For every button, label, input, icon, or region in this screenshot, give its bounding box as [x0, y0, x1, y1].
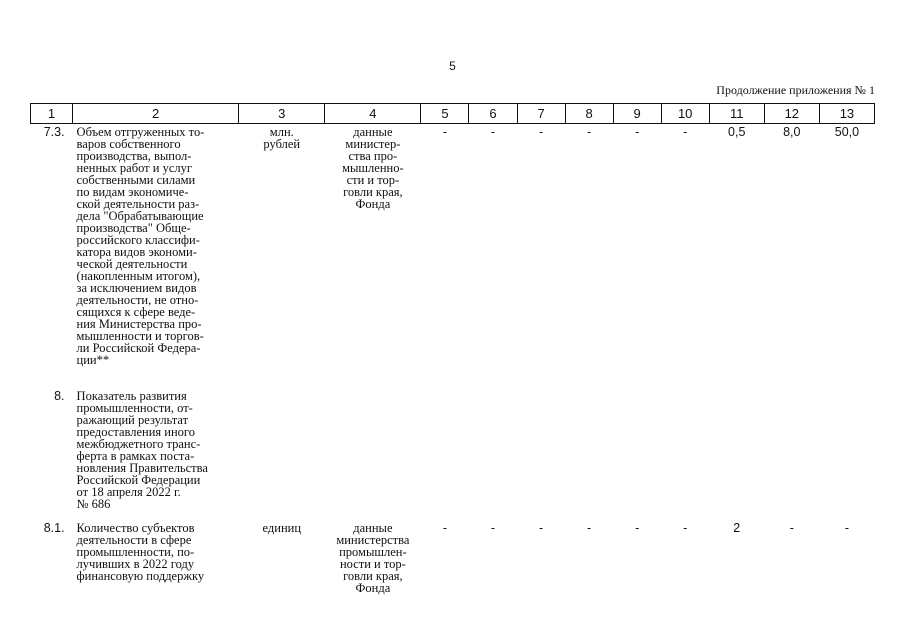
- row-number: 8.: [54, 389, 65, 403]
- continuation-label: Продолжение приложения № 1: [716, 83, 875, 97]
- column-header: 2: [73, 104, 239, 124]
- value-cell: [764, 388, 819, 520]
- value-cell: -: [683, 521, 688, 535]
- unit-of-measure: [239, 388, 325, 520]
- row-number: 7.3.: [43, 125, 65, 139]
- value-cell: -: [538, 521, 544, 535]
- value-cell: 0,5: [728, 125, 746, 139]
- column-header: 9: [613, 104, 661, 124]
- column-header: 8: [565, 104, 613, 124]
- unit-of-measure: млн. рублей: [263, 125, 301, 151]
- column-header: 7: [517, 104, 565, 124]
- value-cell: 50,0: [834, 125, 860, 139]
- column-header: 1: [31, 104, 73, 124]
- value-cell: [421, 388, 469, 520]
- column-header: 3: [239, 104, 325, 124]
- table-row: [31, 124, 875, 389]
- data-source: данные министерства промышлен- ности и тор- говли края, Фонда: [336, 521, 410, 595]
- column-header: 12: [764, 104, 819, 124]
- value-cell: [517, 388, 565, 520]
- table-row: [31, 388, 875, 520]
- value-cell: [819, 388, 874, 520]
- column-header: 13: [819, 104, 874, 124]
- value-cell: [565, 388, 613, 520]
- value-cell: 8,0: [783, 125, 801, 139]
- value-cell: [613, 388, 661, 520]
- value-cell: [469, 388, 517, 520]
- row-number: 8.1.: [43, 521, 65, 535]
- column-header: 11: [709, 104, 764, 124]
- column-header: 5: [421, 104, 469, 124]
- table-row: [31, 520, 875, 602]
- value-cell: -: [635, 521, 640, 535]
- value-cell: -: [587, 521, 592, 535]
- header-row: [31, 104, 875, 124]
- indicator-name: Количество субъектов деятельности в сфере промышленности, по- лучивших в 2022 году финансовую поддержку: [76, 521, 205, 583]
- value-cell: -: [442, 521, 448, 535]
- data-source: данные министер- ства про- мышленно- сти и тор- говли края, Фонда: [342, 125, 404, 211]
- column-header: 10: [661, 104, 709, 124]
- value-cell: -: [844, 521, 849, 535]
- indicator-name: Показатель развития промышленности, от- ражающий результат предоставления иного межбюджетного транс- ферта в рамках поста- новления Правительства Российской Федерации от 18 апреля 2022 г. № 686: [76, 389, 208, 511]
- value-cell: -: [587, 125, 592, 139]
- value-cell: -: [538, 125, 544, 139]
- value-cell: 2: [733, 521, 741, 535]
- value-cell: -: [635, 125, 640, 139]
- value-cell: -: [789, 521, 794, 535]
- indicator-table: [30, 103, 875, 602]
- value-cell: -: [490, 125, 496, 139]
- value-cell: [709, 388, 764, 520]
- value-cell: -: [683, 125, 688, 139]
- value-cell: -: [442, 125, 448, 139]
- unit-of-measure: единиц: [262, 521, 302, 535]
- page-number: 5: [449, 59, 456, 73]
- value-cell: [661, 388, 709, 520]
- column-header: 4: [325, 104, 421, 124]
- data-source: [325, 388, 421, 520]
- value-cell: -: [490, 521, 496, 535]
- column-header: 6: [469, 104, 517, 124]
- indicator-name: Объем отгруженных то- варов собственного производства, выпол- ненных работ и услуг собственными силами по видам экономиче- ской деятельности раз- дела "Обрабатывающие производства" Обще- российского классифи- катора видов экономи- ческой деятельности (накопленным итогом), за исключением видов деятельности, не отно- сящихся к сфере веде- ния Министерства про- мышленности и торгов- ли Российской Федера- ции**: [76, 125, 205, 367]
